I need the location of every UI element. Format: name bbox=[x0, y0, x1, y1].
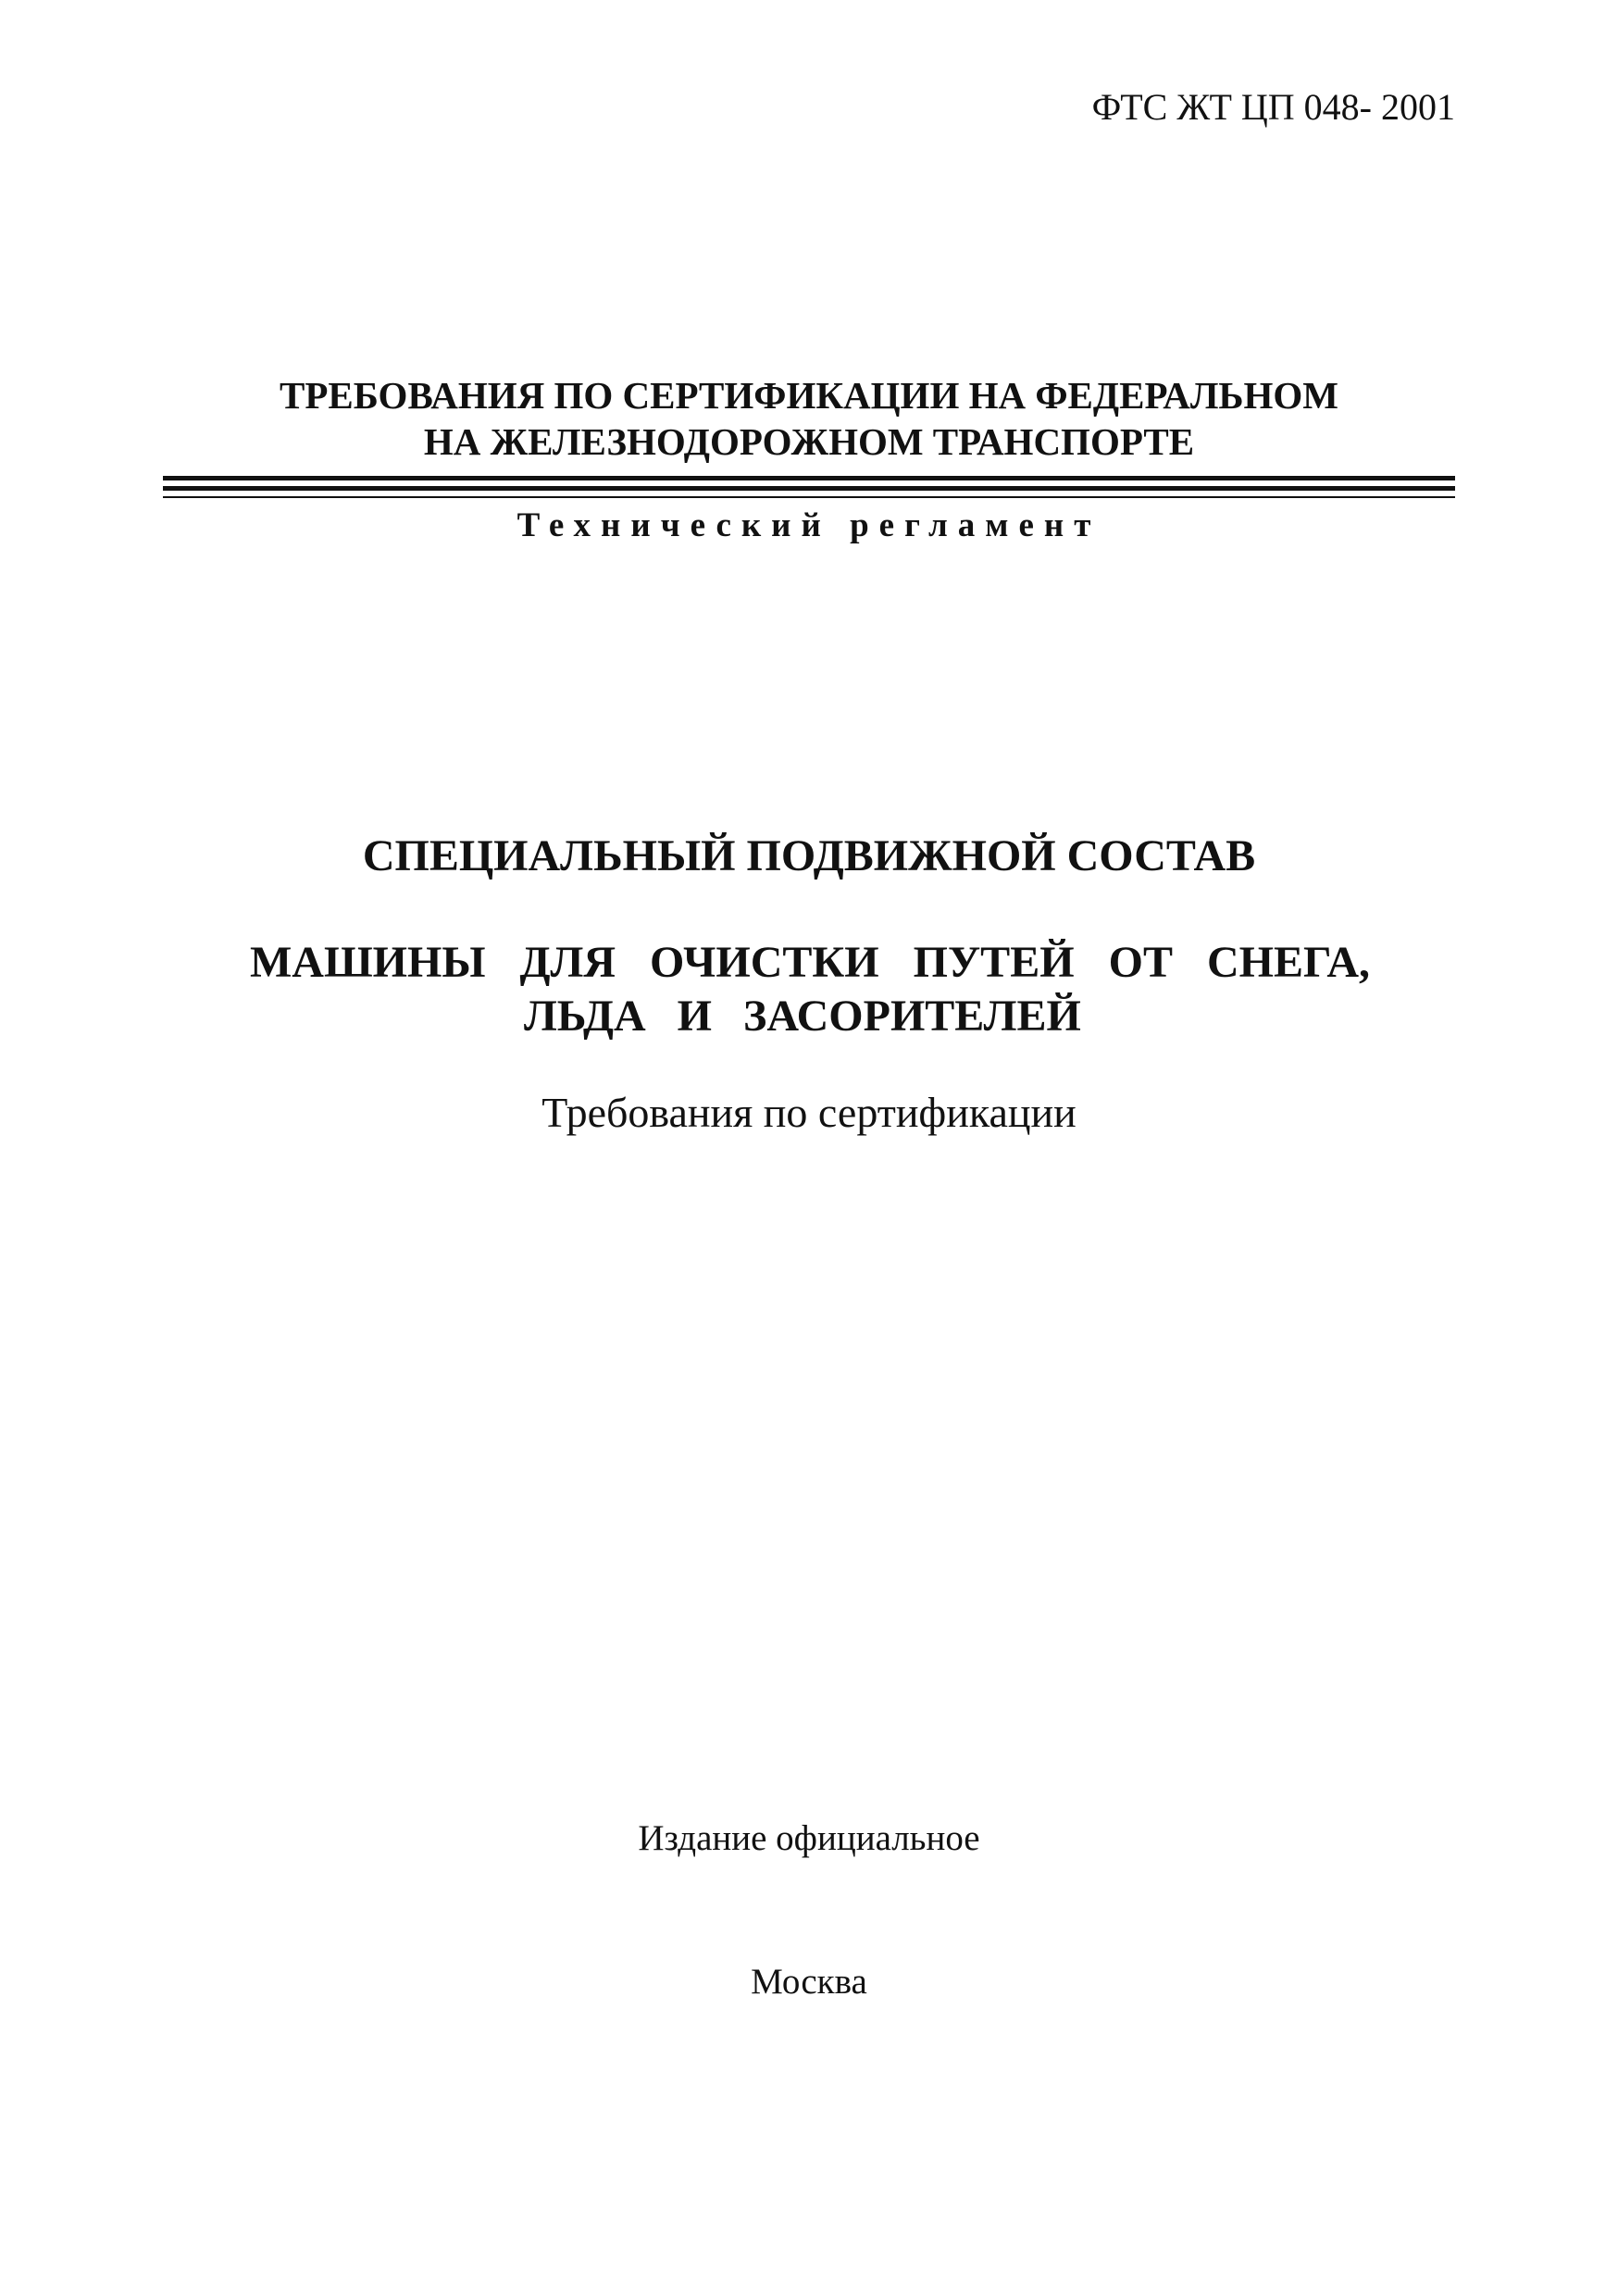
document-type: Технический регламент bbox=[517, 506, 1101, 544]
header-rule-thick-1 bbox=[163, 476, 1455, 480]
series-title-line-1: ТРЕБОВАНИЯ ПО СЕРТИФИКАЦИИ НА ФЕДЕРАЛЬНОМ bbox=[279, 374, 1339, 417]
document-code: ФТС ЖТ ЦП 048- 2001 bbox=[1091, 86, 1455, 128]
edition-label: Издание официальное bbox=[638, 1818, 980, 1858]
main-title: СПЕЦИАЛЬНЫЙ ПОДВИЖНОЙ СОСТАВ bbox=[362, 831, 1256, 880]
document-subtitle: Требования по сертификации bbox=[541, 1089, 1077, 1136]
header-rule-thin bbox=[163, 496, 1455, 498]
series-title-line-2: НА ЖЕЛЕЗНОДОРОЖНОМ ТРАНСПОРТЕ bbox=[423, 420, 1195, 463]
subject-line-2: ЛЬДА И ЗАСОРИТЕЛЕЙ bbox=[524, 992, 1081, 1041]
subject-line-1: МАШИНЫ ДЛЯ ОЧИСТКИ ПУТЕЙ ОТ СНЕГА, bbox=[250, 938, 1370, 987]
publication-city: Москва bbox=[751, 1962, 867, 2002]
header-rule-thick-2 bbox=[163, 486, 1455, 491]
